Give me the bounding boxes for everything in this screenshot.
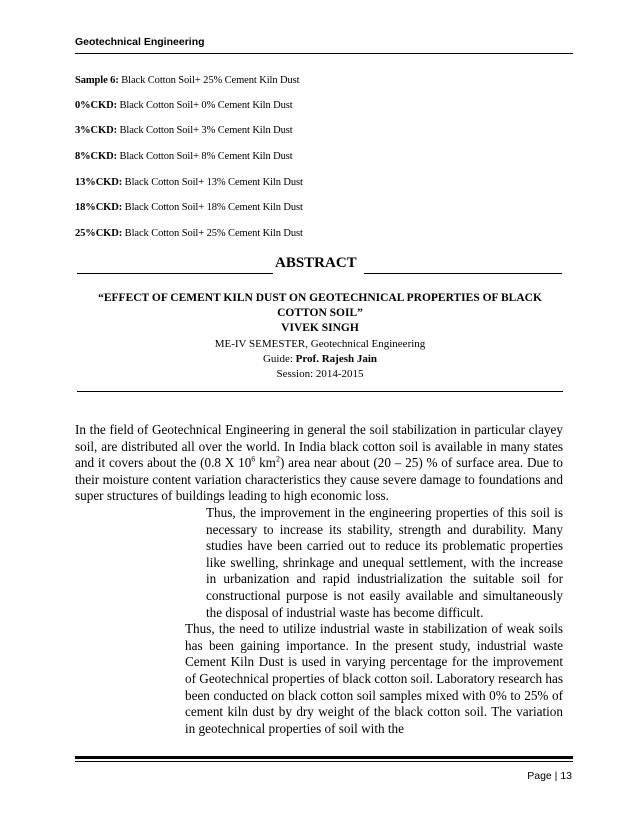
- superscript-exponent: 6: [251, 454, 256, 464]
- thesis-title-line-1: “EFFECT OF CEMENT KILN DUST ON GEOTECHNICAL PROPERTIES OF BLACK: [98, 292, 542, 304]
- page-number: Page | 13: [527, 770, 572, 782]
- sample-desc: Black Cotton Soil+ 8% Cement Kiln Dust: [119, 151, 293, 162]
- sample-item: [75, 100, 293, 111]
- sample-item: [75, 75, 299, 86]
- abstract-rule-right: [364, 273, 562, 274]
- running-header-title: Geotechnical Engineering: [75, 36, 205, 48]
- header-rule: [75, 53, 573, 54]
- body-text-run: ) area near about (20 – 25) % of surface area. Due to their moisture content variation characteristics they cause severe damage to foundations and super structures of buildings leading to high economic loss.: [75, 455, 563, 504]
- semester-info: ME-IV SEMESTER, Geotechnical Engineering: [214, 338, 426, 350]
- abstract-body: [75, 422, 563, 737]
- thesis-title-line-2: COTTON SOIL”: [277, 307, 363, 319]
- body-text-run: In the field of Geotechnical Engineering in general the soil stabilization in particular clayey soil, are distributed all over the world. In India black cotton soil is available in many states and it covers about the (0.8 X 10: [75, 422, 563, 471]
- body-paragraph-2: Thus, the improvement in the engineering properties of this soil is necessary to increase its stability, strength and durability. Many studies have been carried out to reduce its problematic properties like swelling, shrinkage and unequal settlement, with the increase in urbanization and rapid industrialization the suitable soil for constructional purpose is not easily available and simultaneously the disposal of industrial waste has become difficult.: [206, 504, 563, 620]
- body-paragraph-3: Thus, the need to utilize industrial waste in stabilization of weak soils has been gaining importance. In the present study, industrial waste Cement Kiln Dust is used in varying percentage for the improvement of Geotechnical properties of black cotton soil. Laboratory research has been conducted on black cotton soil samples mixed with 0% to 25% of cement kiln dust by dry weight of the black cotton soil. The variation in geotechnical properties of soil with the: [185, 621, 563, 736]
- superscript-exponent: 2: [275, 454, 280, 464]
- sample-desc: Black Cotton Soil+ 3% Cement Kiln Dust: [119, 125, 293, 136]
- footer-rule-thin: [75, 761, 573, 762]
- sample-label: 13%CKD:: [75, 177, 123, 188]
- guide-label: Guide:: [262, 353, 293, 365]
- sample-item: [75, 151, 293, 162]
- sample-desc: Black Cotton Soil+ 25% Cement Kiln Dust: [124, 228, 303, 239]
- sample-desc: Black Cotton Soil+ 0% Cement Kiln Dust: [119, 100, 293, 111]
- sample-desc: Black Cotton Soil+ 25% Cement Kiln Dust: [121, 75, 300, 86]
- sample-label: 18%CKD:: [75, 202, 123, 213]
- sample-item: [75, 177, 303, 188]
- body-text-run: km: [255, 455, 276, 471]
- sample-label: 8%CKD:: [75, 151, 117, 162]
- abstract-heading: ABSTRACT: [275, 255, 357, 271]
- body-paragraph-1: [75, 422, 563, 505]
- abstract-rule-left: [77, 273, 273, 274]
- guide-info: [75, 353, 565, 365]
- session-info: Session: 2014-2015: [276, 368, 364, 380]
- sample-label: 3%CKD:: [75, 125, 117, 136]
- abstract-separator-rule: [77, 391, 563, 392]
- sample-label: 0%CKD:: [75, 100, 117, 111]
- sample-item: [75, 228, 303, 239]
- author-name: VIVEK SINGH: [281, 322, 359, 334]
- sample-desc: Black Cotton Soil+ 18% Cement Kiln Dust: [124, 202, 303, 213]
- sample-item: [75, 202, 303, 213]
- sample-desc: Black Cotton Soil+ 13% Cement Kiln Dust: [124, 177, 303, 188]
- footer-rule-thick: [75, 756, 573, 759]
- sample-label: 25%CKD:: [75, 228, 123, 239]
- guide-name: Prof. Rajesh Jain: [295, 353, 378, 365]
- sample-label: Sample 6:: [75, 75, 119, 86]
- sample-item: [75, 125, 293, 136]
